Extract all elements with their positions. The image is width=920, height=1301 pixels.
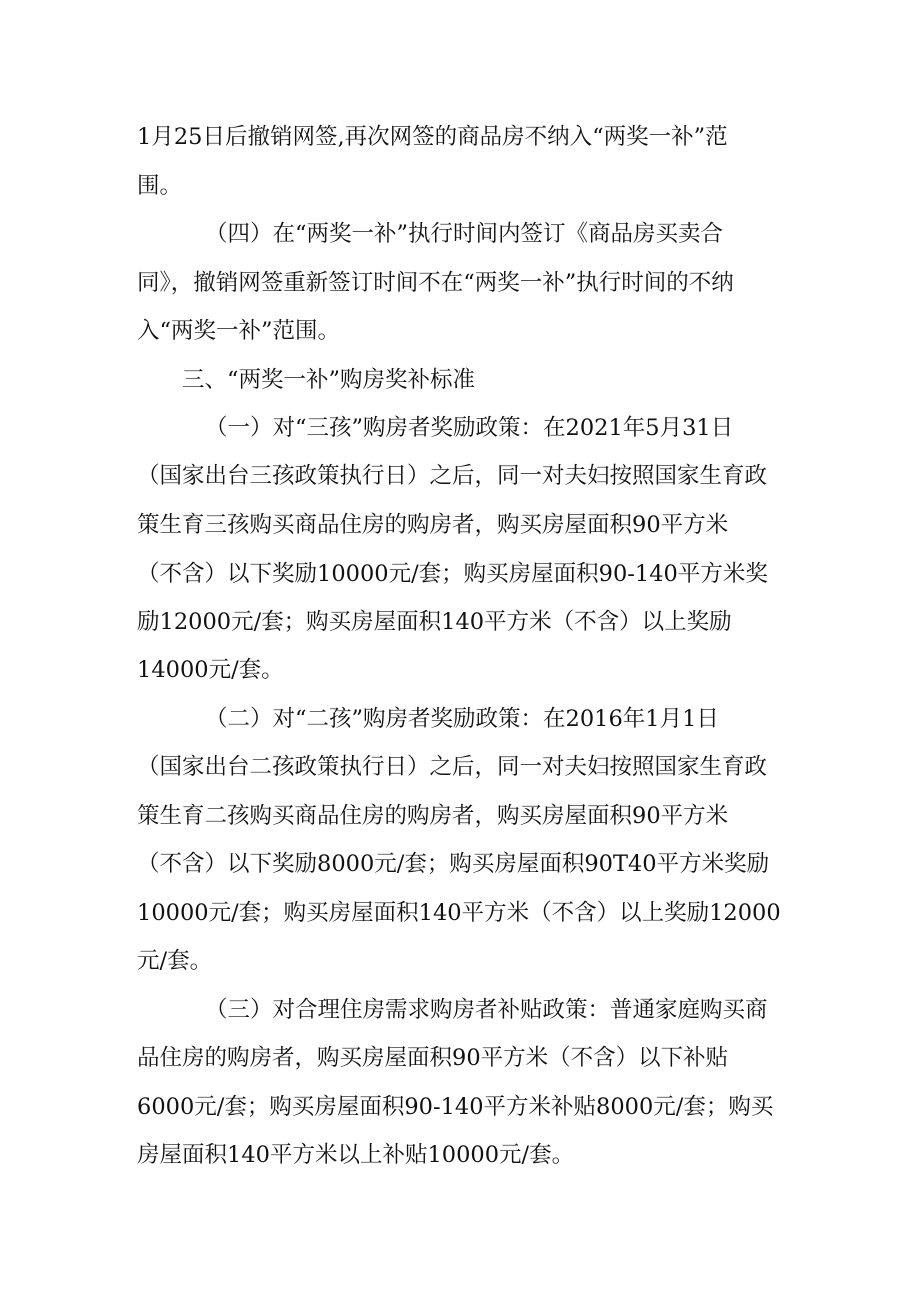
text-line-7: （一）对“三孩”购房者奖励政策：在2021年5月31日 — [205, 415, 734, 441]
text-line-10: （不含）以下奖励10000元/套；购买房屋面积90-140平方米奖 — [137, 561, 768, 587]
text-line-2: 围。 — [137, 173, 183, 199]
text-line-16: （不含）以下奖励8000元/套；购买房屋面积90T40平方米奖励 — [137, 851, 770, 877]
text-line-19: （三）对合理住房需求购房者补贴政策：普通家庭购买商 — [205, 997, 768, 1023]
text-line-14: （国家出台二孩政策执行日）之后，同一对夫妇按照国家生育政 — [137, 754, 768, 780]
text-line-15: 策生育二孩购买商品住房的购房者，购买房屋面积90平方米 — [137, 803, 729, 829]
text-line-18: 元/套。 — [137, 948, 213, 974]
section-heading: 三、“两奖一补”购房奖补标准 — [182, 367, 476, 393]
text-line-21: 6000元/套；购买房屋面积90-140平方米补贴8000元/套；购买 — [137, 1094, 774, 1120]
text-line-9: 策生育三孩购买商品住房的购房者，购买房屋面积90平方米 — [137, 512, 729, 538]
text-line-1: 1月25日后撤销网签,再次网签的商品房不纳入“两奖一补”范 — [137, 124, 728, 150]
text-line-5: 入“两奖一补”范围。 — [137, 318, 341, 344]
text-line-12: 14000元/套。 — [137, 657, 284, 683]
text-line-22: 房屋面积140平方米以上补贴10000元/套。 — [137, 1142, 575, 1168]
text-line-13: （二）对“二孩”购房者奖励政策：在2016年1月1日 — [205, 706, 719, 732]
text-line-3: （四）在“两奖一补”执行时间内签订《商品房买卖合 — [205, 221, 724, 247]
text-line-8: （国家出台三孩政策执行日）之后，同一对夫妇按照国家生育政 — [137, 463, 768, 489]
text-line-11: 励12000元/套；购买房屋面积140平方米（不含）以上奖励 — [137, 609, 732, 635]
text-line-4: 同》，撤销网签重新签订时间不在“两奖一补”执行时间的不纳 — [137, 270, 734, 296]
text-line-17: 10000元/套；购买房屋面积140平方米（不含）以上奖励12000 — [137, 900, 781, 926]
text-line-20: 品住房的购房者，购买房屋面积90平方米（不含）以下补贴 — [137, 1045, 729, 1071]
